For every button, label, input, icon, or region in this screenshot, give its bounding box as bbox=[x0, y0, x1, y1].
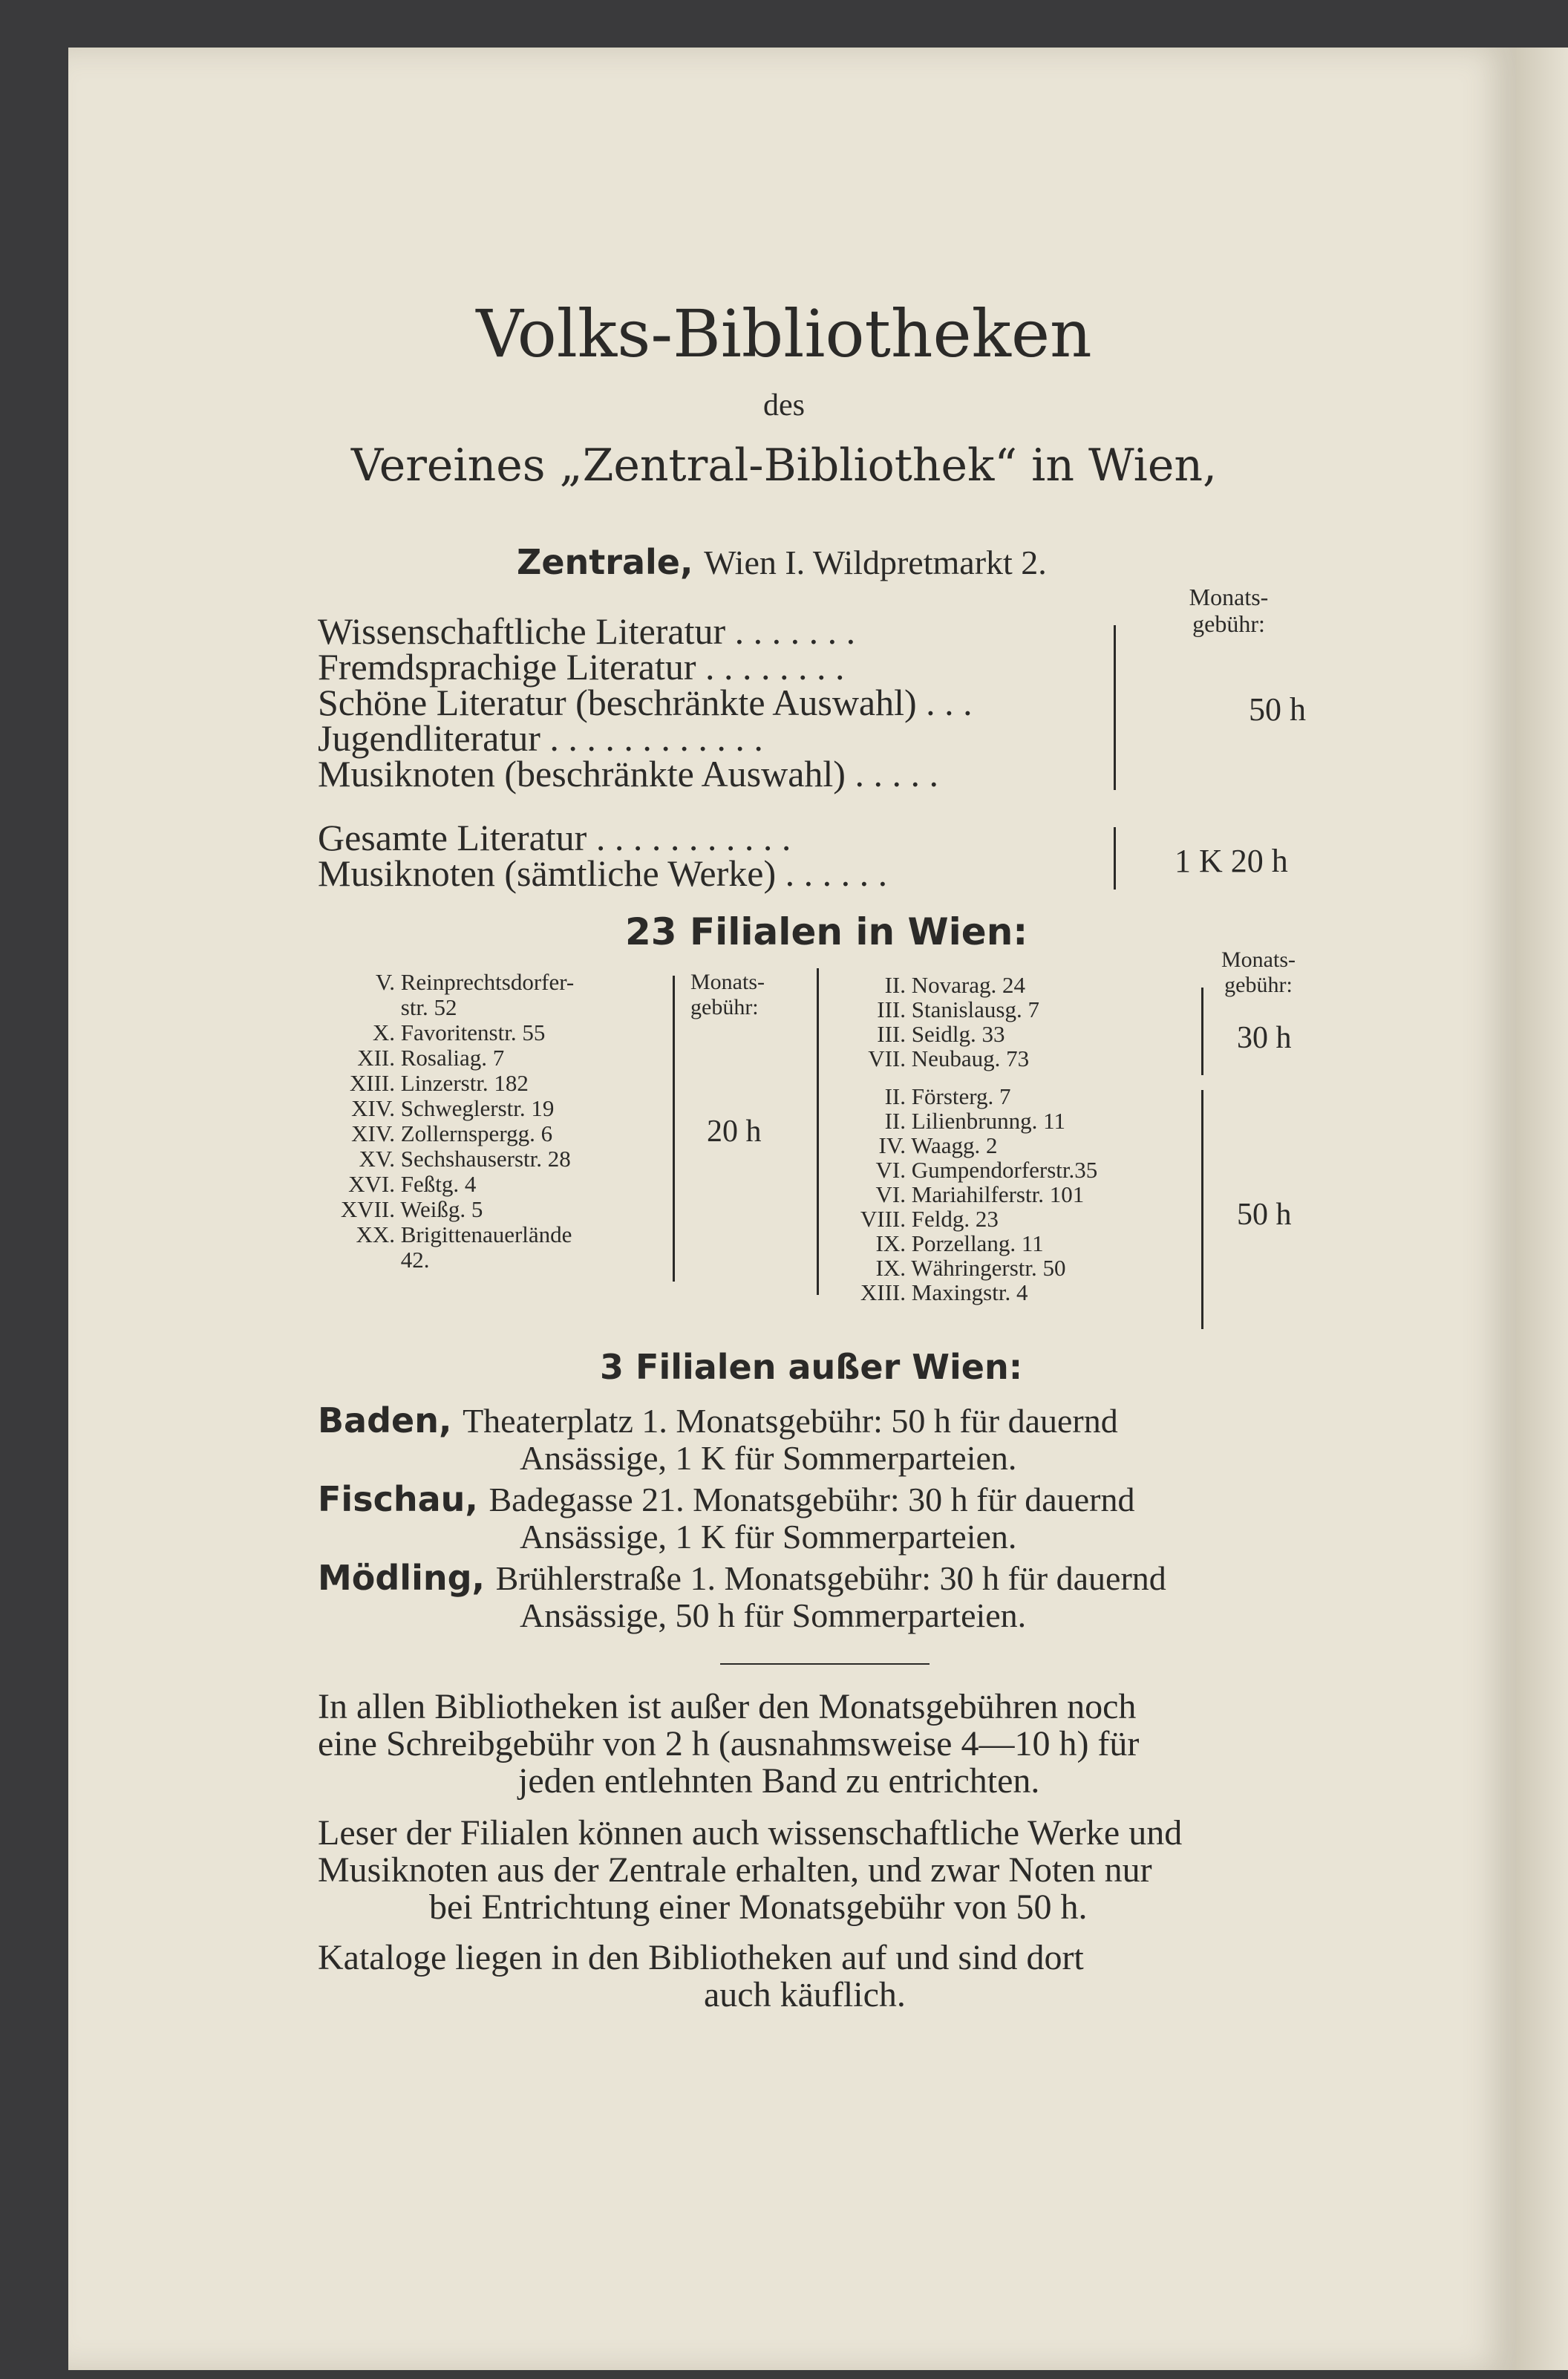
section-divider bbox=[720, 1663, 930, 1665]
place-name: Fischau, bbox=[318, 1479, 478, 1519]
brace-right-a bbox=[1201, 988, 1203, 1075]
fee-group-2: 1 K 20 h bbox=[1175, 843, 1288, 879]
list-item: VII. Neubaug. 73 bbox=[868, 1045, 1030, 1071]
list-item: 42. bbox=[400, 1247, 430, 1273]
fee-header-zentrale bbox=[1180, 584, 1277, 637]
fee-right-a: 30 h bbox=[1237, 1021, 1292, 1055]
note-line: Musiknoten aus der Zentrale erhalten, und zwar Noten nur bbox=[318, 1850, 1152, 1890]
outside-fischau bbox=[318, 1481, 1134, 1556]
list-item: XVII. Weißg. 5 bbox=[340, 1196, 483, 1222]
brace-group-2 bbox=[1114, 827, 1116, 890]
note-line: In allen Bibliotheken ist außer den Monatsgebühren noch bbox=[318, 1687, 1137, 1726]
list-item: IV. Waagg. 2 bbox=[878, 1132, 998, 1158]
list-item: Musiknoten (beschränkte Auswahl) . . . . . bbox=[318, 753, 938, 794]
list-item: III. Seidlg. 33 bbox=[877, 1021, 1005, 1047]
note-line: bei Entrichtung einer Monatsgebühr von 50 h. bbox=[429, 1887, 1088, 1927]
place-line: Ansässige, 1 K für Sommerparteien. bbox=[520, 1439, 1017, 1477]
list-item: VI. Gumpendorferstr.35 bbox=[875, 1157, 1098, 1183]
zentrale-label: Zentrale, bbox=[517, 542, 693, 582]
outside-heading: 3 Filialen außer Wien: bbox=[600, 1347, 1023, 1387]
place-line: Brühlerstraße 1. Monatsgebühr: 30 h für dauernd bbox=[495, 1559, 1166, 1597]
list-item: Fremdsprachige Literatur . . . . . . . . bbox=[318, 646, 845, 688]
fee-header-line: Monats- bbox=[1189, 584, 1269, 610]
zentrale-group-2 bbox=[318, 817, 888, 894]
title-connector: des bbox=[763, 388, 805, 422]
list-item: II. Lilienbrunng. 11 bbox=[884, 1108, 1065, 1134]
note-line: jeden entlehnten Band zu entrichten. bbox=[518, 1761, 1040, 1801]
fee-header-line: Monats- bbox=[690, 970, 765, 994]
brace-left-col bbox=[673, 976, 675, 1282]
list-item: Wissenschaftliche Literatur . . . . . . . bbox=[318, 610, 856, 652]
list-item: Jugendliteratur . . . . . . . . . . . . bbox=[318, 717, 763, 759]
zentrale-address: Wien I. Wildpretmarkt 2. bbox=[704, 544, 1047, 581]
note-line: Leser der Filialen können auch wissenschaftliche Werke und bbox=[318, 1813, 1183, 1853]
place-name: Mödling, bbox=[318, 1558, 485, 1598]
list-item: XII. Rosaliag. 7 bbox=[357, 1045, 505, 1071]
filialen-right-list-a bbox=[832, 973, 1039, 1071]
list-item: str. 52 bbox=[400, 994, 457, 1020]
brace-right-b bbox=[1201, 1090, 1203, 1329]
place-line: Ansässige, 1 K für Sommerparteien. bbox=[520, 1518, 1017, 1556]
list-item: IX. Währingerstr. 50 bbox=[875, 1255, 1066, 1281]
fee-header-line: gebühr: bbox=[1224, 973, 1293, 997]
place-line: Ansässige, 50 h für Sommerparteien. bbox=[520, 1596, 1027, 1634]
zentrale-line bbox=[517, 542, 1047, 582]
list-item: II. Försterg. 7 bbox=[884, 1083, 1011, 1109]
place-name: Baden, bbox=[318, 1400, 452, 1440]
fee-header-line: gebühr: bbox=[1192, 610, 1265, 637]
place-line: Theaterplatz 1. Monatsgebühr: 50 h für dauernd bbox=[463, 1402, 1118, 1440]
list-item: Musiknoten (sämtliche Werke) . . . . . . bbox=[318, 852, 888, 894]
page-title: Volks-Bibliotheken bbox=[476, 296, 1092, 372]
fee-header-line: gebühr: bbox=[690, 995, 759, 1019]
fee-right-b: 50 h bbox=[1237, 1198, 1292, 1232]
list-item: XVI. Feßtg. 4 bbox=[348, 1171, 477, 1197]
list-item: II. Novarag. 24 bbox=[884, 972, 1025, 998]
list-item: X. Favoritenstr. 55 bbox=[372, 1019, 546, 1045]
list-item: XIV. Zollernspergg. 6 bbox=[351, 1120, 553, 1146]
note-paragraph bbox=[318, 1815, 1182, 1926]
filialen-right-list-b bbox=[832, 1084, 1097, 1305]
place-line: Badegasse 21. Monatsgebühr: 30 h für dauernd bbox=[489, 1481, 1135, 1518]
list-item: XIII. Linzerstr. 182 bbox=[349, 1070, 529, 1096]
list-item: VI. Mariahilferstr. 101 bbox=[875, 1181, 1085, 1207]
filialen-heading: 23 Filialen in Wien: bbox=[625, 910, 1028, 953]
note-line: auch käuflich. bbox=[704, 1975, 906, 2014]
list-item: III. Stanislausg. 7 bbox=[877, 996, 1039, 1022]
outside-moedling bbox=[318, 1559, 1166, 1634]
list-item: IX. Porzellang. 11 bbox=[875, 1230, 1044, 1256]
list-item: Schöne Literatur (beschränkte Auswahl) . . . bbox=[318, 682, 973, 723]
list-item: VIII. Feldg. 23 bbox=[860, 1206, 999, 1232]
list-item: Gesamte Literatur . . . . . . . . . . . bbox=[318, 817, 791, 858]
fee-header-line: Monats- bbox=[1221, 947, 1296, 972]
list-item: XIII. Maxingstr. 4 bbox=[860, 1279, 1028, 1305]
fee-header-right bbox=[1203, 947, 1314, 998]
note-paragraph bbox=[318, 1688, 1139, 1800]
zentrale-group-1 bbox=[318, 610, 973, 794]
fee-group-1: 50 h bbox=[1249, 691, 1306, 728]
fee-left-col: 20 h bbox=[707, 1115, 762, 1149]
outside-baden bbox=[318, 1402, 1118, 1477]
note-paragraph bbox=[318, 1939, 1084, 2014]
list-item: XIV. Schweglerstr. 19 bbox=[351, 1095, 555, 1121]
page-subtitle: Vereines „Zentral-Bibliothek“ in Wien, bbox=[350, 440, 1218, 492]
column-divider bbox=[817, 968, 819, 1295]
filialen-left-list bbox=[312, 970, 574, 1273]
list-item: XX. Brigittenauerlände bbox=[356, 1221, 572, 1247]
brace-group-1 bbox=[1114, 625, 1116, 790]
fee-header-left bbox=[690, 970, 765, 1020]
note-line: Kataloge liegen in den Bibliotheken auf und sind dort bbox=[318, 1938, 1084, 1977]
list-item: XV. Sechshauserstr. 28 bbox=[359, 1146, 571, 1172]
note-line: eine Schreibgebühr von 2 h (ausnahmsweise 4—10 h) für bbox=[318, 1724, 1140, 1763]
list-item: V. Reinprechtsdorfer- bbox=[375, 969, 575, 995]
